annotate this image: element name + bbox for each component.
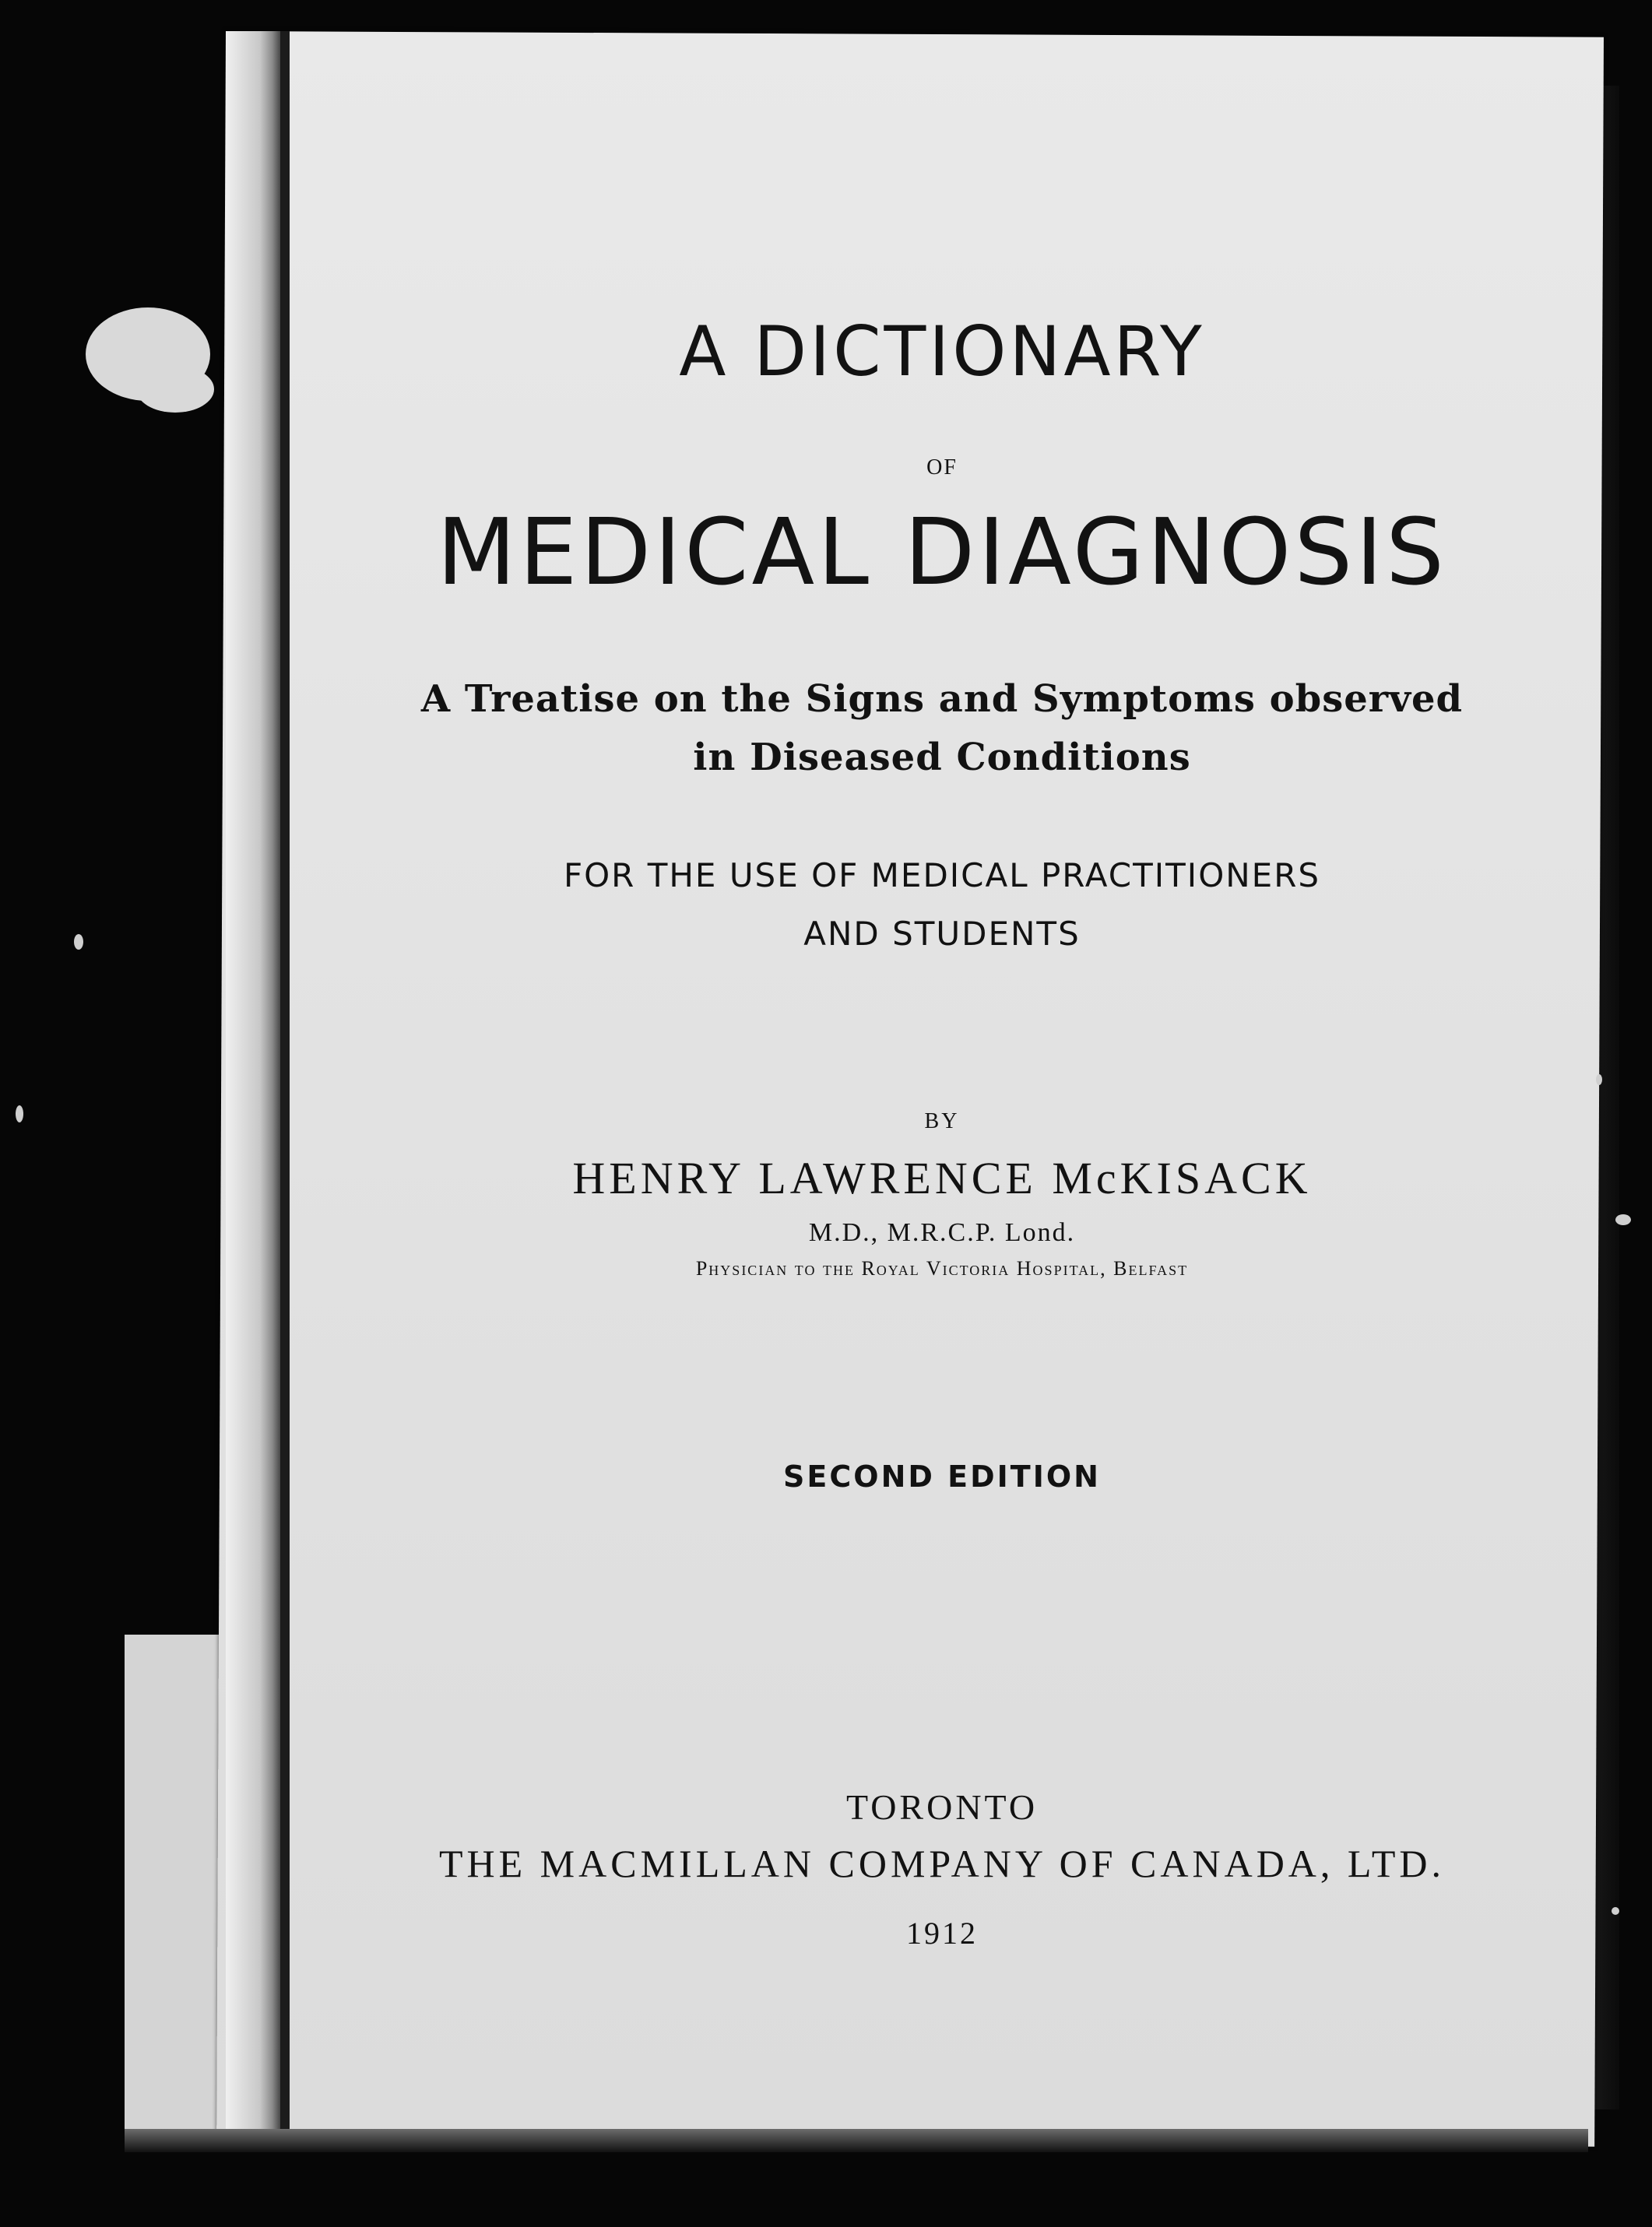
- dust-speck: [1612, 1907, 1619, 1915]
- dust-speck: [74, 934, 83, 950]
- title-line-1: A DICTIONARY: [679, 311, 1205, 392]
- author-degrees: M.D., M.R.C.P. Lond.: [808, 1218, 1076, 1247]
- publication-city: TORONTO: [845, 1787, 1039, 1827]
- subtitle-line-1: A Treatise on the Signs and Symptoms observed: [420, 677, 1464, 721]
- author-position: Physician to the Royal Victoria Hospital, Belfast: [695, 1257, 1189, 1280]
- dust-speck: [1615, 1214, 1631, 1225]
- paper-blot: [136, 366, 214, 413]
- subtitle-line-2: in Diseased Conditions: [693, 736, 1191, 779]
- dust-speck: [1596, 1074, 1602, 1085]
- title-of: OF: [926, 455, 958, 479]
- title-page-text: [288, 31, 1596, 2133]
- publication-year: 1912: [906, 1916, 978, 1951]
- dust-speck: [16, 1105, 23, 1122]
- audience-line-1: FOR THE USE OF MEDICAL PRACTITIONERS: [563, 856, 1321, 894]
- audience-line-2: AND STUDENTS: [803, 915, 1081, 953]
- author-name: HENRY LAWRENCE McKISACK: [572, 1153, 1312, 1203]
- book-spine-gutter: [226, 31, 288, 2141]
- by-label: BY: [924, 1109, 960, 1133]
- edition-label: SECOND EDITION: [783, 1459, 1101, 1494]
- title-line-2: MEDICAL DIAGNOSIS: [437, 498, 1447, 606]
- publisher-name: THE MACMILLAN COMPANY OF CANADA, LTD.: [438, 1842, 1446, 1885]
